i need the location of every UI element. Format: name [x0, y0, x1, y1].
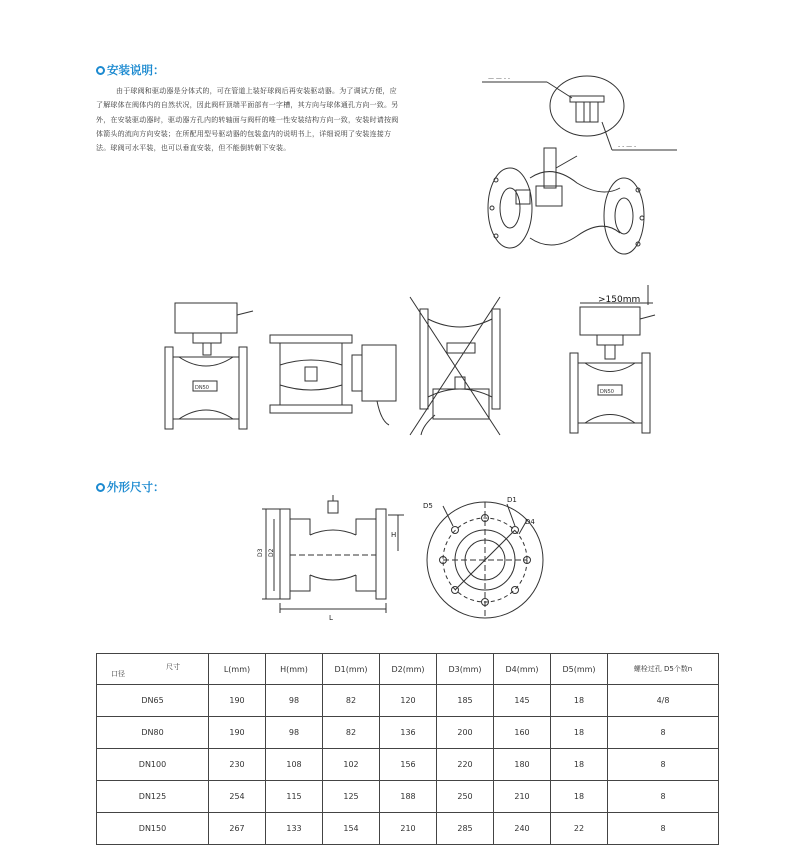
value-cell: 18 — [551, 717, 608, 749]
column-header: D3(mm) — [437, 654, 494, 685]
value-cell: 8 — [608, 749, 719, 781]
value-cell: 8 — [608, 781, 719, 813]
side-view-dimension-drawing — [248, 495, 413, 625]
dim-label-d3: D3 — [257, 548, 264, 557]
value-cell: 160 — [494, 717, 551, 749]
value-cell: 210 — [494, 781, 551, 813]
value-cell: 18 — [551, 749, 608, 781]
value-cell: 82 — [323, 717, 380, 749]
dim-label-d5: D5 — [423, 502, 433, 510]
column-header: D5(mm) — [551, 654, 608, 685]
value-cell: 125 — [323, 781, 380, 813]
value-cell: 220 — [437, 749, 494, 781]
value-cell: 145 — [494, 685, 551, 717]
value-cell: 102 — [323, 749, 380, 781]
svg-text:— — - -: — — - - — [488, 75, 511, 82]
flange-front-view-drawing — [415, 490, 555, 630]
dim-label-l: L — [329, 614, 333, 622]
value-cell: 98 — [266, 685, 323, 717]
column-header: D4(mm) — [494, 654, 551, 685]
dim-label-d2: D2 — [268, 548, 275, 557]
install-description: 由于球阀和驱动器是分体式的，可在管道上装好球阀后再安装驱动器。为了调试方便，应了解球体在阀体内的自然状况，因此阀杆顶端平面部有一字槽，其方向与球体通孔方向一致。另外，在安装驱动器时，驱动器方孔内的转轴面与阀杆的唯一性安装结构方向一致，安装时请按阀体箭头的流向方向安装；在所配用型号驱动器的包装盒内的说明书上，详细说明了安装连接方法。球阀可水平装，也可以垂直安装，但不能倒转朝下安装。 — [96, 87, 399, 153]
value-cell: 185 — [437, 685, 494, 717]
value-cell: 285 — [437, 813, 494, 845]
table-row — [97, 749, 719, 781]
value-cell: 4/8 — [608, 685, 719, 717]
svg-text:DN50: DN50 — [600, 389, 614, 395]
column-header: L(mm) — [209, 654, 266, 685]
circle-bullet-icon — [96, 66, 105, 75]
value-cell: 254 — [209, 781, 266, 813]
size-cell: DN80 — [97, 717, 209, 749]
value-cell: 108 — [266, 749, 323, 781]
table-header-row — [97, 654, 719, 685]
value-cell: 190 — [209, 685, 266, 717]
value-cell: 210 — [380, 813, 437, 845]
circle-bullet-icon — [96, 483, 105, 492]
orientation-vertical-figure — [165, 303, 253, 429]
size-cell: DN150 — [97, 813, 209, 845]
value-cell: 240 — [494, 813, 551, 845]
size-cell: DN100 — [97, 749, 209, 781]
value-cell: 190 — [209, 717, 266, 749]
orientation-horizontal-figure — [270, 335, 396, 425]
value-cell: 200 — [437, 717, 494, 749]
value-cell: 120 — [380, 685, 437, 717]
dim-label-d4: D4 — [525, 518, 535, 526]
size-cell: DN65 — [97, 685, 209, 717]
dim-label-d1: D1 — [507, 496, 517, 504]
valve-exploded-illustration — [452, 68, 702, 263]
value-cell: 180 — [494, 749, 551, 781]
value-cell: 154 — [323, 813, 380, 845]
column-header: D1(mm) — [323, 654, 380, 685]
dim-label-h: H — [391, 531, 397, 539]
orientation-inverted-not-allowed-figure — [410, 297, 500, 435]
dimension-spec-table — [96, 653, 719, 845]
value-cell: 136 — [380, 717, 437, 749]
value-cell: 115 — [266, 781, 323, 813]
corner-label-bore: 口径 — [111, 670, 125, 678]
install-heading-text: 安装说明： — [107, 63, 165, 77]
size-cell: DN125 — [97, 781, 209, 813]
dimension-heading-text: 外形尺寸： — [107, 480, 165, 494]
svg-text:- - — -: - - — - — [618, 143, 637, 150]
value-cell: 22 — [551, 813, 608, 845]
value-cell: 8 — [608, 717, 719, 749]
corner-label-size: 尺寸 — [166, 663, 180, 671]
orientation-clearance-figure — [570, 285, 655, 433]
value-cell: 230 — [209, 749, 266, 781]
install-heading — [96, 62, 165, 78]
value-cell: 82 — [323, 685, 380, 717]
svg-text:DN50: DN50 — [195, 385, 209, 391]
value-cell: 98 — [266, 717, 323, 749]
table-row — [97, 813, 719, 845]
table-corner-cell — [97, 654, 209, 685]
value-cell: 8 — [608, 813, 719, 845]
table-row — [97, 781, 719, 813]
mounting-orientation-diagrams — [155, 285, 670, 445]
clearance-label: >150mm — [598, 295, 641, 305]
value-cell: 18 — [551, 685, 608, 717]
column-header: D2(mm) — [380, 654, 437, 685]
dimension-heading — [96, 479, 165, 495]
column-header: 螺栓过孔 D5个数n — [608, 654, 719, 685]
value-cell: 188 — [380, 781, 437, 813]
value-cell: 267 — [209, 813, 266, 845]
value-cell: 250 — [437, 781, 494, 813]
table-row — [97, 685, 719, 717]
column-header: H(mm) — [266, 654, 323, 685]
value-cell: 156 — [380, 749, 437, 781]
value-cell: 18 — [551, 781, 608, 813]
table-row — [97, 717, 719, 749]
value-cell: 133 — [266, 813, 323, 845]
